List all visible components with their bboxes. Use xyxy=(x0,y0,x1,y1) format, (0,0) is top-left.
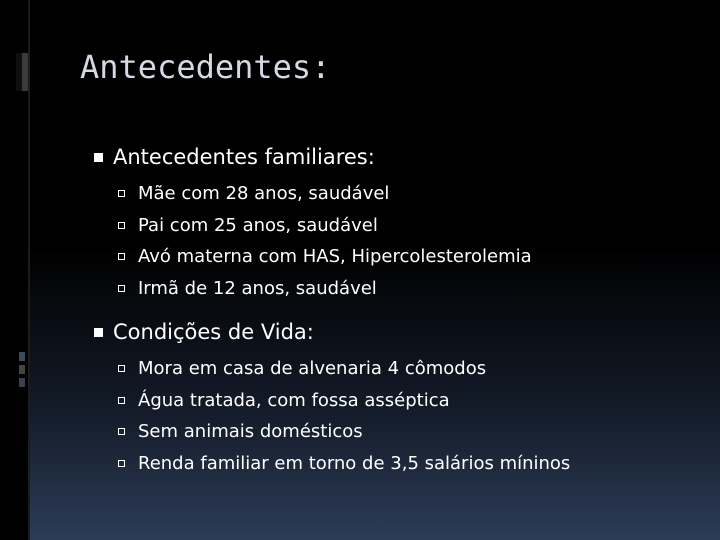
decorative-square-3 xyxy=(19,378,25,387)
list-item-text: Mora em casa de alvenaria 4 cômodos xyxy=(138,358,487,379)
hollow-square-bullet-icon xyxy=(118,428,125,435)
filled-square-bullet-icon xyxy=(94,328,103,337)
list-item xyxy=(118,178,532,210)
decorative-square-2 xyxy=(19,365,25,374)
list-item-text: Sem animais domésticos xyxy=(138,421,363,442)
list-item xyxy=(118,241,532,273)
hollow-square-bullet-icon xyxy=(118,222,125,229)
hollow-square-bullet-icon xyxy=(118,397,125,404)
section-heading-row xyxy=(94,145,532,169)
section-heading: Condições de Vida: xyxy=(113,320,314,344)
list-item xyxy=(118,448,570,480)
hollow-square-bullet-icon xyxy=(118,460,125,467)
list-item xyxy=(118,210,532,242)
hollow-square-bullet-icon xyxy=(118,285,125,292)
decorative-square-1 xyxy=(19,352,25,361)
list-item-text: Mãe com 28 anos, saudável xyxy=(138,183,390,204)
section-condicoes-de-vida xyxy=(94,320,570,479)
filled-square-bullet-icon xyxy=(94,153,103,162)
sub-list xyxy=(94,178,532,304)
hollow-square-bullet-icon xyxy=(118,365,125,372)
hollow-square-bullet-icon xyxy=(118,190,125,197)
list-item xyxy=(118,385,570,417)
list-item xyxy=(118,416,570,448)
section-heading: Antecedentes familiares: xyxy=(113,145,375,169)
section-heading-row xyxy=(94,320,570,344)
list-item xyxy=(118,353,570,385)
sub-list xyxy=(94,353,570,479)
list-item-text: Renda familiar em torno de 3,5 salários míninos xyxy=(138,452,571,474)
list-item-text: Pai com 25 anos, saudável xyxy=(138,214,378,236)
section-antecedentes-familiares xyxy=(94,145,532,304)
list-item-text: Irmã de 12 anos, saudável xyxy=(138,277,377,299)
left-divider xyxy=(28,0,30,540)
list-item-text: Avó materna com HAS, Hipercolesterolemia xyxy=(138,246,532,267)
list-item-text: Água tratada, com fossa asséptica xyxy=(138,389,450,411)
slide-title: Antecedentes: xyxy=(80,48,331,86)
hollow-square-bullet-icon xyxy=(118,253,125,260)
title-accent-bar-inner xyxy=(16,53,22,91)
list-item xyxy=(118,273,532,305)
